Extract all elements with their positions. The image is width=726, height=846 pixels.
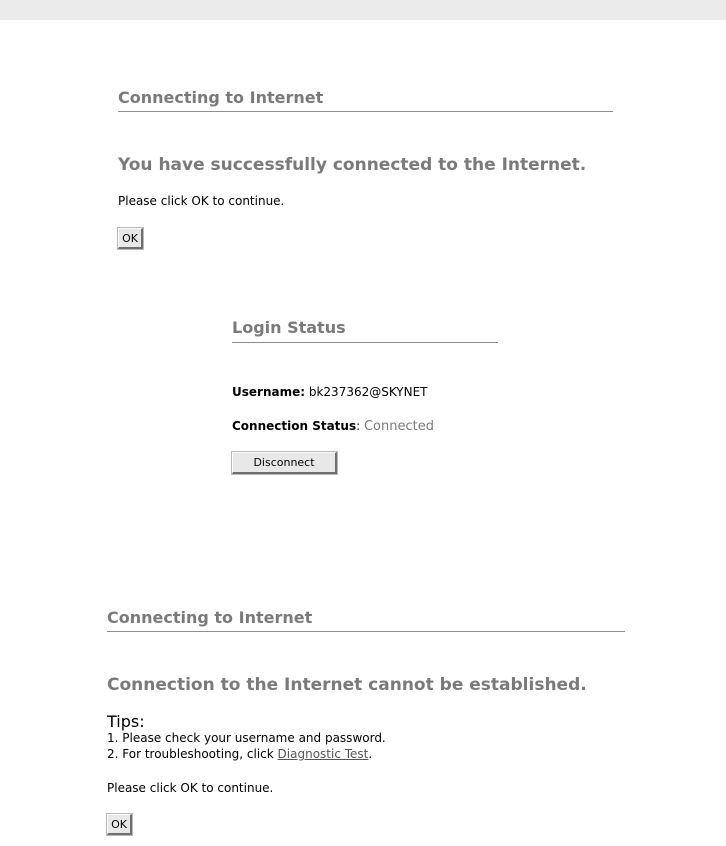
connection-status-row xyxy=(232,419,434,434)
tip-item-2-suffix: . xyxy=(368,747,373,761)
failure-panel-divider xyxy=(107,631,625,632)
connection-status-label: Connection Status xyxy=(232,419,357,433)
connection-status-separator: : xyxy=(356,419,361,433)
success-headline: You have successfully connected to the Internet. xyxy=(118,155,587,175)
login-status-title: Login Status xyxy=(232,318,346,337)
tips-title: Tips: xyxy=(107,712,145,731)
success-ok-button[interactable]: OK xyxy=(118,228,143,249)
username-label: Username: xyxy=(232,385,306,399)
failure-panel-title: Connecting to Internet xyxy=(107,608,313,627)
success-panel-divider xyxy=(118,111,613,112)
failure-ok-button[interactable]: OK xyxy=(107,814,132,835)
username-row xyxy=(232,385,428,399)
failure-instruction: Please click OK to continue. xyxy=(107,781,274,795)
tip-item-1: 1. Please check your username and password. xyxy=(107,731,386,745)
success-panel-title: Connecting to Internet xyxy=(118,88,324,107)
username-value: bk237362@SKYNET xyxy=(308,385,428,399)
top-bar xyxy=(0,0,726,20)
failure-headline: Connection to the Internet cannot be established. xyxy=(107,675,587,695)
success-instruction: Please click OK to continue. xyxy=(118,194,285,208)
tip-item-2-text: 2. For troubleshooting, click xyxy=(107,747,278,761)
diagnostic-test-link[interactable]: Diagnostic Test xyxy=(277,747,369,761)
tip-item-2 xyxy=(107,747,372,761)
login-status-divider xyxy=(232,342,498,343)
disconnect-button[interactable]: Disconnect xyxy=(232,452,337,474)
connection-status-value: Connected xyxy=(363,419,434,434)
